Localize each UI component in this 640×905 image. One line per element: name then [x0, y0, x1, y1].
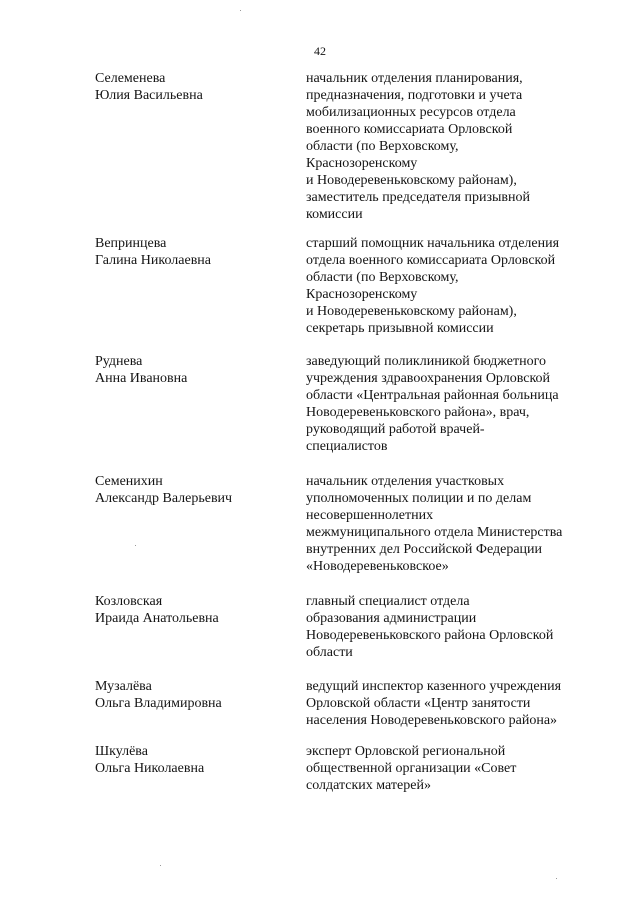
position-line: ведущий инспектор казенного учреждения: [306, 679, 562, 694]
position-line: области: [306, 645, 353, 660]
given-names: Ираида Анатольевна: [95, 611, 219, 626]
position-line: образования администрации: [306, 611, 477, 626]
position-line: и Новодеревеньковскому районам),: [306, 304, 517, 319]
position-line: начальник отделения планирования,: [306, 71, 523, 86]
given-names: Юлия Васильевна: [95, 88, 203, 103]
member-position: [306, 235, 586, 337]
position-line: предназначения, подготовки и учета: [306, 88, 523, 103]
member-position: [306, 593, 586, 661]
surname: Семенихин: [95, 474, 163, 489]
member-position: [306, 473, 586, 575]
member-name: [95, 353, 295, 387]
scan-speck: [556, 878, 557, 879]
position-line: солдатских матерей»: [306, 778, 431, 793]
position-line: начальник отделения участковых: [306, 474, 505, 489]
position-line: и Новодеревеньковскому районам),: [306, 173, 517, 188]
position-line: внутренних дел Российской Федерации: [306, 542, 543, 557]
position-line: Новодеревеньковского района Орловской: [306, 628, 554, 643]
given-names: Ольга Николаевна: [95, 761, 205, 776]
surname: Селеменева: [95, 71, 166, 86]
position-line: эксперт Орловской региональной: [306, 744, 506, 759]
position-line: области «Центральная районная больница: [306, 388, 559, 403]
given-names: Александр Валерьевич: [95, 491, 233, 506]
position-line: мобилизационных ресурсов отдела: [306, 105, 516, 120]
member-position: [306, 70, 586, 223]
surname: Руднева: [95, 354, 143, 369]
position-line: заместитель председателя призывной: [306, 190, 530, 205]
position-line: области (по Верховскому,: [306, 139, 459, 154]
position-line: старший помощник начальника отделения: [306, 236, 560, 251]
member-name: [95, 235, 295, 269]
surname: Козловская: [95, 594, 163, 609]
position-line: военного комиссариата Орловской: [306, 122, 513, 137]
member-position: [306, 743, 586, 794]
page-number: 42: [314, 44, 326, 58]
position-line: руководящий работой врачей-: [306, 422, 485, 437]
position-line: Орловской области «Центр занятости: [306, 696, 531, 711]
scan-speck: [240, 10, 241, 11]
member-name: [95, 473, 295, 507]
position-line: отдела военного комиссариата Орловской: [306, 253, 556, 268]
position-line: Краснозоренскому: [306, 156, 418, 171]
member-name: [95, 678, 295, 712]
scan-speck: [160, 865, 161, 866]
position-line: заведующий поликлиникой бюджетного: [306, 354, 546, 369]
position-line: уполномоченных полиции и по делам: [306, 491, 532, 506]
member-name: [95, 70, 295, 104]
member-position: [306, 678, 586, 729]
member-name: [95, 743, 295, 777]
position-line: специалистов: [306, 439, 388, 454]
member-position: [306, 353, 586, 455]
position-line: Новодеревеньковского района», врач,: [306, 405, 530, 420]
surname: Вепринцева: [95, 236, 167, 251]
given-names: Галина Николаевна: [95, 253, 212, 268]
surname: Музалёва: [95, 679, 152, 694]
member-name: [95, 593, 295, 627]
position-line: несовершеннолетних: [306, 508, 434, 523]
position-line: главный специалист отдела: [306, 594, 470, 609]
position-line: комиссии: [306, 207, 363, 222]
scan-speck: [135, 545, 136, 546]
position-line: области (по Верховскому,: [306, 270, 459, 285]
position-line: секретарь призывной комиссии: [306, 321, 494, 336]
surname: Шкулёва: [95, 744, 148, 759]
given-names: Анна Ивановна: [95, 371, 188, 386]
position-line: населения Новодеревеньковского района»: [306, 713, 558, 728]
position-line: «Новодеревеньковское»: [306, 559, 449, 574]
position-line: общественной организации «Совет: [306, 761, 517, 776]
position-line: Краснозоренскому: [306, 287, 418, 302]
given-names: Ольга Владимировна: [95, 696, 222, 711]
position-line: межмуниципального отдела Министерства: [306, 525, 563, 540]
position-line: учреждения здравоохранения Орловской: [306, 371, 551, 386]
